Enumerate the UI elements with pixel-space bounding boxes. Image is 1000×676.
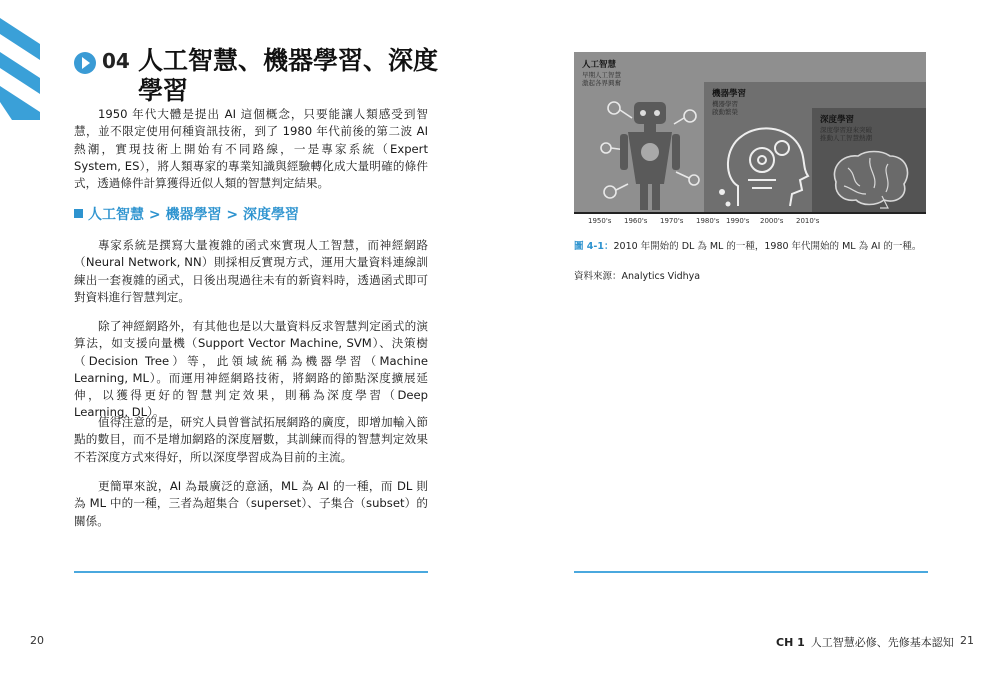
figure-source: 資料來源：Analytics Vidhya [574, 271, 701, 282]
paragraph-1: 1950 年代大體是提出 AI 這個概念，只要能讓人類感受到智慧，並不限定使用何種資訊技術，到了 1980 年代前後的第二波 AI 熱潮，實現技術上開始有不同路線，一是專家系統（Expert System, ES），將人類專家的專業知識與經驗轉化成大量明確的條件式，透過條件計算獲得近似人類的智慧判定結果。 [74, 107, 428, 191]
subheading-text: 人工智慧 > 機器學習 > 深度學習 [88, 207, 299, 223]
paragraph-4: 值得注意的是，研究人員曾嘗試拓展網路的廣度，即增加輸入節點的數目，而不是增加網路的深度層數，其訓練而得的智慧判定效果不若深度方式來得好，所以深度學習成為目前的主流。 [74, 415, 428, 464]
running-header [776, 634, 954, 650]
play-circle-icon [74, 52, 96, 74]
dl-panel-title: 深度學習 [820, 115, 855, 125]
timeline-axis [574, 212, 926, 214]
ai-panel-title: 人工智慧 [582, 60, 617, 70]
ml-panel-title: 機器學習 [712, 89, 747, 99]
decade-label: 1950's [588, 217, 612, 225]
left-page-rule [74, 571, 428, 573]
ml-panel-sub-2: 啟動繁榮 [712, 108, 738, 116]
robot-illustration [594, 88, 704, 212]
corner-stripes-decoration [0, 0, 40, 120]
brain-illustration [826, 148, 912, 210]
caption-label: 圖 4-1： [574, 241, 614, 252]
paragraph-5: 更簡單來說，AI 為最廣泛的意涵，ML 為 AI 的一種，而 DL 則為 ML 中的一種，三者為超集合（superset）、子集合（subset）的關係。 [74, 479, 428, 528]
ai-panel-sub-1: 早期人工智慧 [582, 71, 621, 79]
decade-label: 1980's [696, 217, 720, 225]
paragraph-3: 除了神經網路外，有其他也是以大量資料反求智慧判定函式的演算法，如支援向量機（Support Vector Machine, SVM）、決策樹（Decision Tree）等，此領域統稱為機器學習（Machine Learning, ML）。而運用神經網路技術，將網路的節點深度擴展延伸，以獲得更好的智慧判定效果，則稱為深度學習（Deep Learning, DL）。 [74, 319, 428, 420]
dl-panel-sub-1: 深度學習迎來突破 [820, 126, 872, 134]
section-number: 04 [102, 49, 130, 73]
running-title: 人工智慧必修、先修基本認知 [810, 636, 954, 649]
caption-text: 2010 年開始的 DL 為 ML 的一種，1980 年代開始的 ML 為 AI 的一種。 [613, 241, 922, 252]
ai-ml-dl-figure [574, 52, 926, 230]
square-bullet-icon [74, 209, 83, 218]
dl-panel [812, 108, 926, 212]
ml-panel-sub-1: 機器學習 [712, 100, 738, 108]
left-page-number: 20 [30, 634, 44, 647]
right-page-rule [574, 571, 928, 573]
running-chapter: CH 1 [776, 636, 805, 649]
figure-caption [574, 240, 928, 253]
decade-label: 2000's [760, 217, 784, 225]
decade-label: 1970's [660, 217, 684, 225]
right-page-number: 21 [960, 634, 974, 647]
paragraph-2: 專家系統是撰寫大量複雜的函式來實現人工智慧，而神經網路（Neural Network, NN）則採相反實現方式，運用大量資料連線訓練出一套複雜的函式，日後出現過往未有的新資料時，透過函式即可對資料進行智慧判定。 [74, 238, 428, 304]
decade-label: 1960's [624, 217, 648, 225]
dl-panel-sub-2: 推動人工智慧熱潮 [820, 134, 872, 142]
section-title: 人工智慧、機器學習、深度學習 [138, 46, 439, 105]
subheading [74, 204, 299, 224]
ai-panel-sub-2: 激起各界興奮 [582, 79, 621, 87]
decade-timeline [574, 212, 926, 230]
decade-label: 1990's [726, 217, 750, 225]
brain-gears-illustration [718, 118, 812, 212]
decade-label: 2010's [796, 217, 820, 225]
